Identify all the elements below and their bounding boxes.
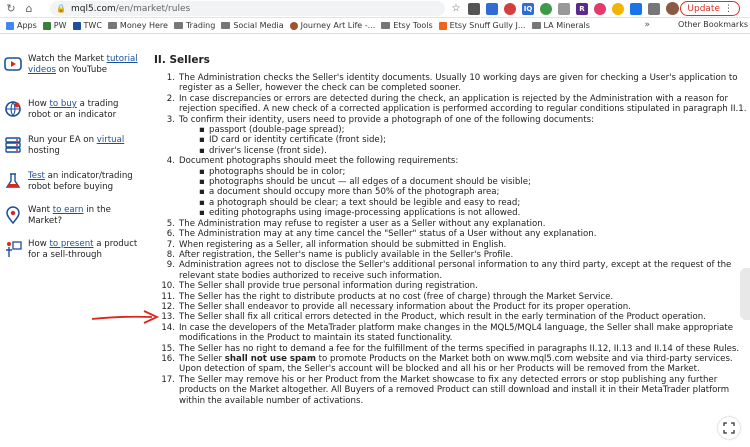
reload-icon[interactable]: ↻ [6,2,16,15]
bookmark-trading[interactable]: Trading [174,21,215,30]
sub-item: ▪ driver's license (front side). [199,145,327,156]
url-host: mql5.com [70,3,116,14]
ext-green-icon[interactable] [540,3,552,15]
address-bar [0,0,750,18]
sidebar-item-text: Run your EA on virtual hosting [28,135,125,156]
sub-item: ▪ passport (double-page spread); [199,125,345,136]
avatar[interactable] [666,2,679,15]
server-icon [4,136,22,154]
star-icon[interactable]: ☆ [451,3,461,14]
to-present-link[interactable]: to present [49,239,94,249]
sidebar-item-test [4,171,138,193]
rule-item: 5. The Administration may refuse to register a user as a Seller without any explanation. [166,218,546,229]
pw-favicon-icon [43,22,51,30]
folder-icon [221,22,230,29]
sub-item: ▪ photographs should be in color; [199,166,346,177]
ext-gray-icon[interactable] [558,3,570,15]
rules-list [154,73,749,406]
sidebar-item-present [4,239,138,261]
sub-item: ▪ a document should occupy more than 50% of the photograph area; [199,187,500,198]
rule-item: 15. The Seller has no right to demand a fee for the fulfillment of the terms specified in paragraphs II.12, II.13 and II.14 of these Rules. [161,343,740,354]
ext-r-icon[interactable]: R [576,3,588,15]
sidebar-item-earn [4,205,138,227]
youtube-icon [4,55,22,73]
url-input[interactable] [50,1,445,16]
folder-icon [381,22,390,29]
rule-item: 10. The Seller shall provide true personal information during registration. [161,281,478,292]
bookmark-social-media[interactable]: Social Media [221,21,283,30]
rule-item: 16. The Seller shall not use spam to promote Products on the Market both on www.mql5.com website and via third-party services. Upon detection of spam, the Seller's account will be blocked and all his or her Products will be removed from the Market. [161,353,733,375]
sub-item: ▪ a photograph should be clear; a text should be legible and easy to read; [199,197,521,208]
apps-grid-icon [6,22,14,30]
fullscreen-button[interactable] [718,417,740,439]
bookmark-twc[interactable]: TWC [73,21,102,30]
bookmark-apps[interactable]: Apps [6,21,37,30]
sidebar-item-text: Watch the Market tutorial videos on YouTube [28,54,138,75]
ext-chart-icon[interactable] [630,3,642,15]
rule-item: 4. Document photographs should meet the following requirements: [166,156,459,167]
sidebar-item-youtube [4,54,138,76]
virtual-link[interactable]: virtual [96,135,125,145]
red-arrow-annotation [90,309,160,325]
rule-item: 17. The Seller may remove his or her Product from the Market showcase to fix any detected errors or stop publishing any further products on the Market altogether. All Buyers of a removed Product can still download and install it in their MetaTrader platform within the available number of activations. [161,374,730,406]
location-pin-icon [4,206,22,224]
rule-item-highlighted: 11. The Seller has the right to distribute products at no cost (free of charge) through the Market Service. [161,291,614,302]
sidebar-item-hosting [4,135,138,157]
ext-blue-icon[interactable] [486,3,498,15]
rule-item: 13. The Seller shall fix all critical errors detected in the Product, which result in the early termination of the Product operation. [161,312,706,323]
update-label: Update [687,3,720,14]
bookmark-etsy-tools[interactable]: Etsy Tools [381,21,432,30]
rule-item: 6. The Administration may at any time cancel the "Seller" status of a User without any explanation. [166,229,597,240]
presenter-icon [4,240,22,258]
rule-item: 2. In case discrepancies or errors are detected during the check, an application is rejected by the Administration with a reason for rejection specified. A new check of a corrected application is performed according to regular conditions stipulated in paragraph II.1. [166,93,747,115]
bookmark-pw[interactable]: PW [43,21,67,30]
sidebar-item-text: Test an indicator/trading robot before buying [28,171,133,192]
sidebar-item-buy [4,99,138,121]
rule-item: 14. In case the developers of the MetaTrader platform make changes in the MQL5/MQL4 language, the Seller shall make appropriate modifications in the Product to maintain its stated functionality. [161,322,734,344]
sub-item: ▪ photographs should be uncut — all edges of a document should be visible; [199,177,531,188]
etsy-favicon-icon [439,22,447,30]
ext-pink-icon[interactable] [594,3,606,15]
ext-yellow-icon[interactable] [612,3,624,15]
puzzle-icon[interactable] [648,3,660,15]
bookmark-journey-art-life[interactable]: Journey Art Life -... [290,21,376,30]
sidebar-item-text: How to present a product for a sell-through [28,239,138,260]
test-link[interactable]: Test [28,171,45,181]
rule-item: 1. The Administration checks the Seller's identity documents. Usually 10 working days are given for checking a User's application to register as a Seller, however the check can be completed sooner. [166,73,738,94]
ext-scan-icon[interactable] [468,3,480,15]
section-title: II. Sellers [154,54,210,66]
side-panel-toggle[interactable] [740,268,750,320]
bookmarks-overflow-button[interactable]: » [644,20,650,30]
globe-pin-icon [4,100,22,118]
folder-icon [108,22,117,29]
rule-item: 7. When registering as a Seller, all information should be submitted in English. [166,239,507,250]
update-button[interactable] [680,1,740,16]
bookmark-la-minerals[interactable]: LA Minerals [532,21,590,30]
bookmark-etsy-snuff-gully[interactable]: Etsy Snuff Gully J... [439,21,526,30]
rule-item: 8. After registration, the Seller's name is publicly available in the Seller's Profile. [166,249,514,260]
extension-row [450,2,683,15]
folder-icon [174,22,183,29]
sidebar-item-text: Want to earn in the Market? [28,205,111,226]
sidebar [0,34,142,447]
url-path: /en/market/rules [115,3,191,14]
twc-favicon-icon [73,22,81,30]
tutorial-videos-link[interactable]: tutorial videos [28,54,138,75]
home-icon[interactable]: ⌂ [25,2,33,15]
rule-item: 9. Administration agrees not to disclose the Seller's additional personal information to any third party, except at the request of the relevant state bodies authorized to receive such information. [166,260,732,281]
ext-red-icon[interactable] [504,3,516,15]
main-content [143,34,750,447]
sub-item: ▪ editing photographs using image-processing applications is not allowed. [199,208,521,219]
sidebar-item-text: How to buy a trading robot or an indicator [28,99,119,120]
more-icon: ⋮ [724,3,733,14]
expand-icon [723,422,735,434]
sub-item: ▪ ID card or identity certificate (front side); [199,135,386,146]
test-tube-icon [4,172,22,190]
ext-iq-icon[interactable]: IQ [523,4,533,13]
journey-favicon-icon [290,22,298,30]
to-earn-link[interactable]: to earn [52,205,84,215]
bookmarks-bar [0,18,750,34]
rule-item: 12. The Seller shall endeavor to provide all necessary information about the Product for its proper operation. [161,301,631,312]
bookmark-money-here[interactable]: Money Here [108,21,168,30]
other-bookmarks[interactable]: Other Bookmarks [678,20,748,29]
lock-icon: 🔒 [56,4,66,13]
folder-icon [532,22,541,29]
rule-item: 3. To confirm their identity, users need to provide a photograph of one of the following documents: [166,114,594,125]
to-buy-link[interactable]: to buy [49,99,77,109]
